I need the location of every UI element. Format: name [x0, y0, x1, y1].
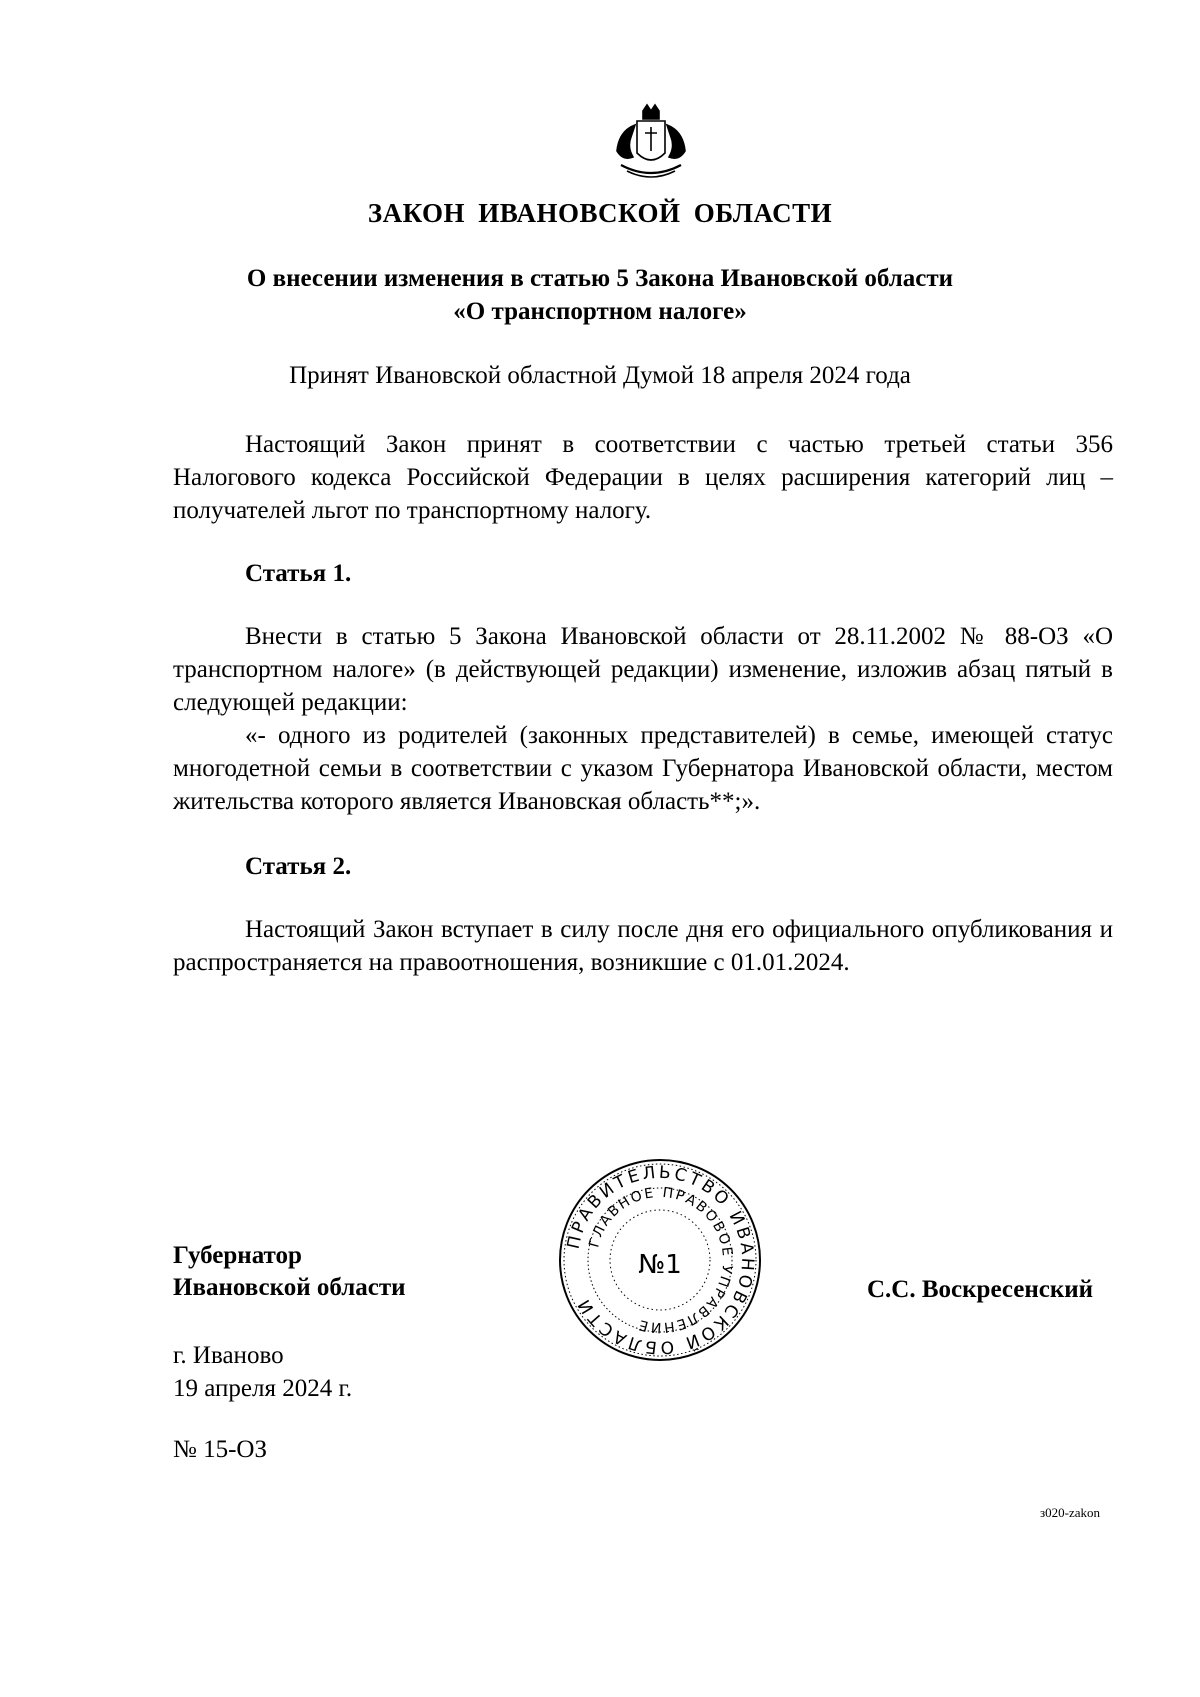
- preamble-paragraph: Настоящий Закон принят в соответствии с частью третьей статьи 356 Налогового кодекса Российской Федерации в целях расширения категорий лиц – получателей льгот по транспортному налогу.: [173, 431, 1113, 524]
- document-title: ЗАКОН ИВАНОВСКОЙ ОБЛАСТИ: [367, 198, 833, 228]
- article-2-text: Настоящий Закон вступает в силу после дня его официального опубликования и распространяется на правоотношения, возникшие с 01.01.2024.: [173, 916, 1113, 976]
- signing-date: 19 апреля 2024 г.: [173, 1375, 353, 1402]
- adoption-statement: Принят Ивановской областной Думой 18 апреля 2024 года: [289, 362, 911, 389]
- seal-outer-text: ПРАВИТЕЛЬСТВО ИВАНОВСКОЙ ОБЛАСТИ: [563, 1162, 758, 1358]
- document-code: з020-zakon: [1040, 1505, 1101, 1520]
- subtitle-line-2: «О транспортном налоге»: [453, 298, 747, 325]
- signatory-position-line-1: Губернатор: [173, 1242, 302, 1269]
- place-and-date: [173, 1339, 352, 1405]
- signatory-name: С.С. Воскресенский: [867, 1276, 1094, 1303]
- signatory-position-line-2: Ивановской области: [173, 1274, 406, 1301]
- article-1-text: Внести в статью 5 Закона Ивановской области от 28.11.2002 № 88-ОЗ «О транспортном налоге» (в действующей редакции) изменение, изложив абзац пятый в следующей редакции:: [173, 623, 1113, 716]
- coat-of-arms-icon: [601, 101, 701, 183]
- article-1-quote: «- одного из родителей (законных представителей) в семье, имеющей статус многодетной семьи в соответствии с указом Губернатора Ивановской области, местом жительства которого является Ивановская область**;».: [173, 722, 1113, 815]
- subtitle-line-1: О внесении изменения в статью 5 Закона Ивановской области: [246, 265, 954, 292]
- document-subtitle: [0, 262, 1200, 328]
- seal-center-number: №1: [638, 1250, 682, 1280]
- official-seal: [555, 1155, 765, 1365]
- signatory-position: [173, 1240, 406, 1304]
- article-2-heading: Статья 2.: [245, 853, 352, 880]
- signing-place: г. Иваново: [173, 1342, 284, 1369]
- seal-inner-text: ГЛАВНОЕ ПРАВОВОЕ УПРАВЛЕНИЕ: [586, 1184, 736, 1336]
- law-number: № 15-ОЗ: [173, 1436, 268, 1463]
- article-1-heading: Статья 1.: [245, 560, 352, 587]
